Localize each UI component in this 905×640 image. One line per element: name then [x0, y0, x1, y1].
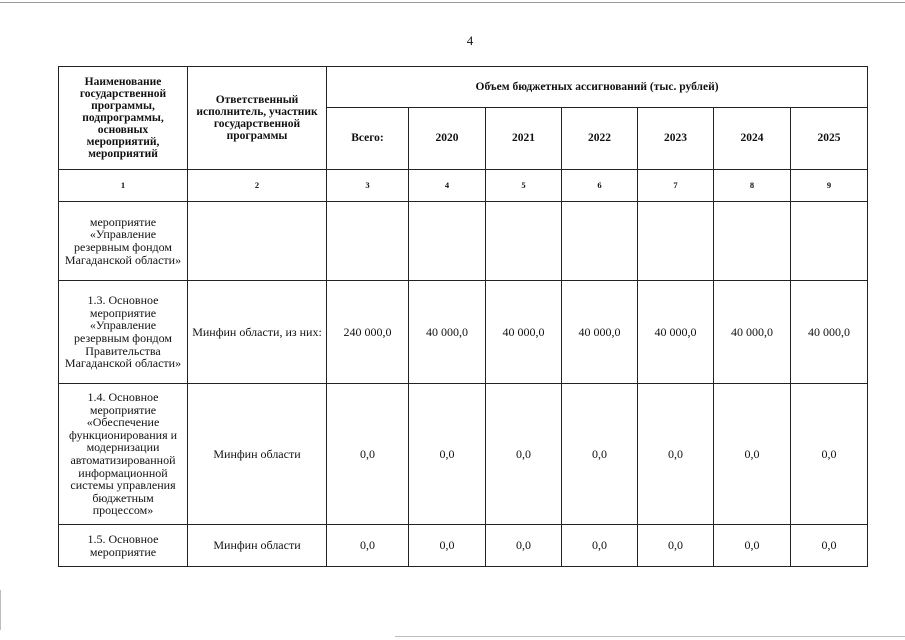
- header-year-2021: 2021: [486, 108, 562, 170]
- column-number: 4: [409, 170, 486, 202]
- row-program-name: 1.4. Основное мероприятие «Обеспечение функционирования и модернизации автоматизированной информационной системы управления бюджетным процессом»: [59, 384, 188, 525]
- row-value-2023: 0,0: [638, 384, 714, 525]
- row-value-2021: 40 000,0: [486, 281, 562, 384]
- header-executor: Ответственный исполнитель, участник государственной программы: [188, 67, 327, 170]
- row-executor: Минфин области: [188, 525, 327, 567]
- row-executor: [188, 202, 327, 281]
- scan-artifact: [395, 636, 905, 637]
- row-total: [327, 202, 409, 281]
- row-value-2025: 40 000,0: [791, 281, 868, 384]
- column-number: 7: [638, 170, 714, 202]
- header-year-2020: 2020: [409, 108, 486, 170]
- page-number: 4: [466, 33, 474, 48]
- row-value-2021: [486, 202, 562, 281]
- row-value-2020: [409, 202, 486, 281]
- column-number: 9: [791, 170, 868, 202]
- column-number: 5: [486, 170, 562, 202]
- column-number: 3: [327, 170, 409, 202]
- scan-top-edge: [0, 2, 905, 3]
- row-value-2021: 0,0: [486, 525, 562, 567]
- column-number: 1: [59, 170, 188, 202]
- row-program-name: 1.3. Основное мероприятие «Управление резервным фондом Правительства Магаданской области»: [59, 281, 188, 384]
- row-value-2021: 0,0: [486, 384, 562, 525]
- budget-allocation-table: [58, 66, 868, 567]
- scan-artifact: [0, 590, 1, 630]
- table-row: [59, 525, 868, 567]
- row-value-2025: 0,0: [791, 384, 868, 525]
- row-value-2022: 0,0: [562, 384, 638, 525]
- row-value-2025: [791, 202, 868, 281]
- row-value-2023: 40 000,0: [638, 281, 714, 384]
- row-total: 0,0: [327, 384, 409, 525]
- column-number: 2: [188, 170, 327, 202]
- row-value-2024: 0,0: [714, 525, 791, 567]
- row-program-name: мероприятие «Управление резервным фондом Магаданской области»: [59, 202, 188, 281]
- row-value-2020: 40 000,0: [409, 281, 486, 384]
- row-value-2024: 0,0: [714, 384, 791, 525]
- row-value-2020: 0,0: [409, 384, 486, 525]
- column-number-row: [59, 170, 868, 202]
- row-value-2023: 0,0: [638, 525, 714, 567]
- row-value-2022: 0,0: [562, 525, 638, 567]
- header-year-2023: 2023: [638, 108, 714, 170]
- row-value-2024: [714, 202, 791, 281]
- row-total: 0,0: [327, 525, 409, 567]
- row-total: 240 000,0: [327, 281, 409, 384]
- table-row: [59, 281, 868, 384]
- column-number: 8: [714, 170, 791, 202]
- header-year-2025: 2025: [791, 108, 868, 170]
- header-program-name: Наименование государственной программы, подпрограммы, основных мероприятий, мероприятий: [59, 67, 188, 170]
- header-budget-group: Объем бюджетных ассигнований (тыс. рублей): [327, 67, 868, 108]
- header-year-2022: 2022: [562, 108, 638, 170]
- column-number: 6: [562, 170, 638, 202]
- table-row: [59, 384, 868, 525]
- row-value-2024: 40 000,0: [714, 281, 791, 384]
- row-value-2022: [562, 202, 638, 281]
- header-total: Всего:: [327, 108, 409, 170]
- row-value-2022: 40 000,0: [562, 281, 638, 384]
- table-row: [59, 202, 868, 281]
- header-year-2024: 2024: [714, 108, 791, 170]
- row-program-name: 1.5. Основное мероприятие: [59, 525, 188, 567]
- row-value-2025: 0,0: [791, 525, 868, 567]
- row-executor: Минфин области: [188, 384, 327, 525]
- row-executor: Минфин области, из них:: [188, 281, 327, 384]
- row-value-2023: [638, 202, 714, 281]
- row-value-2020: 0,0: [409, 525, 486, 567]
